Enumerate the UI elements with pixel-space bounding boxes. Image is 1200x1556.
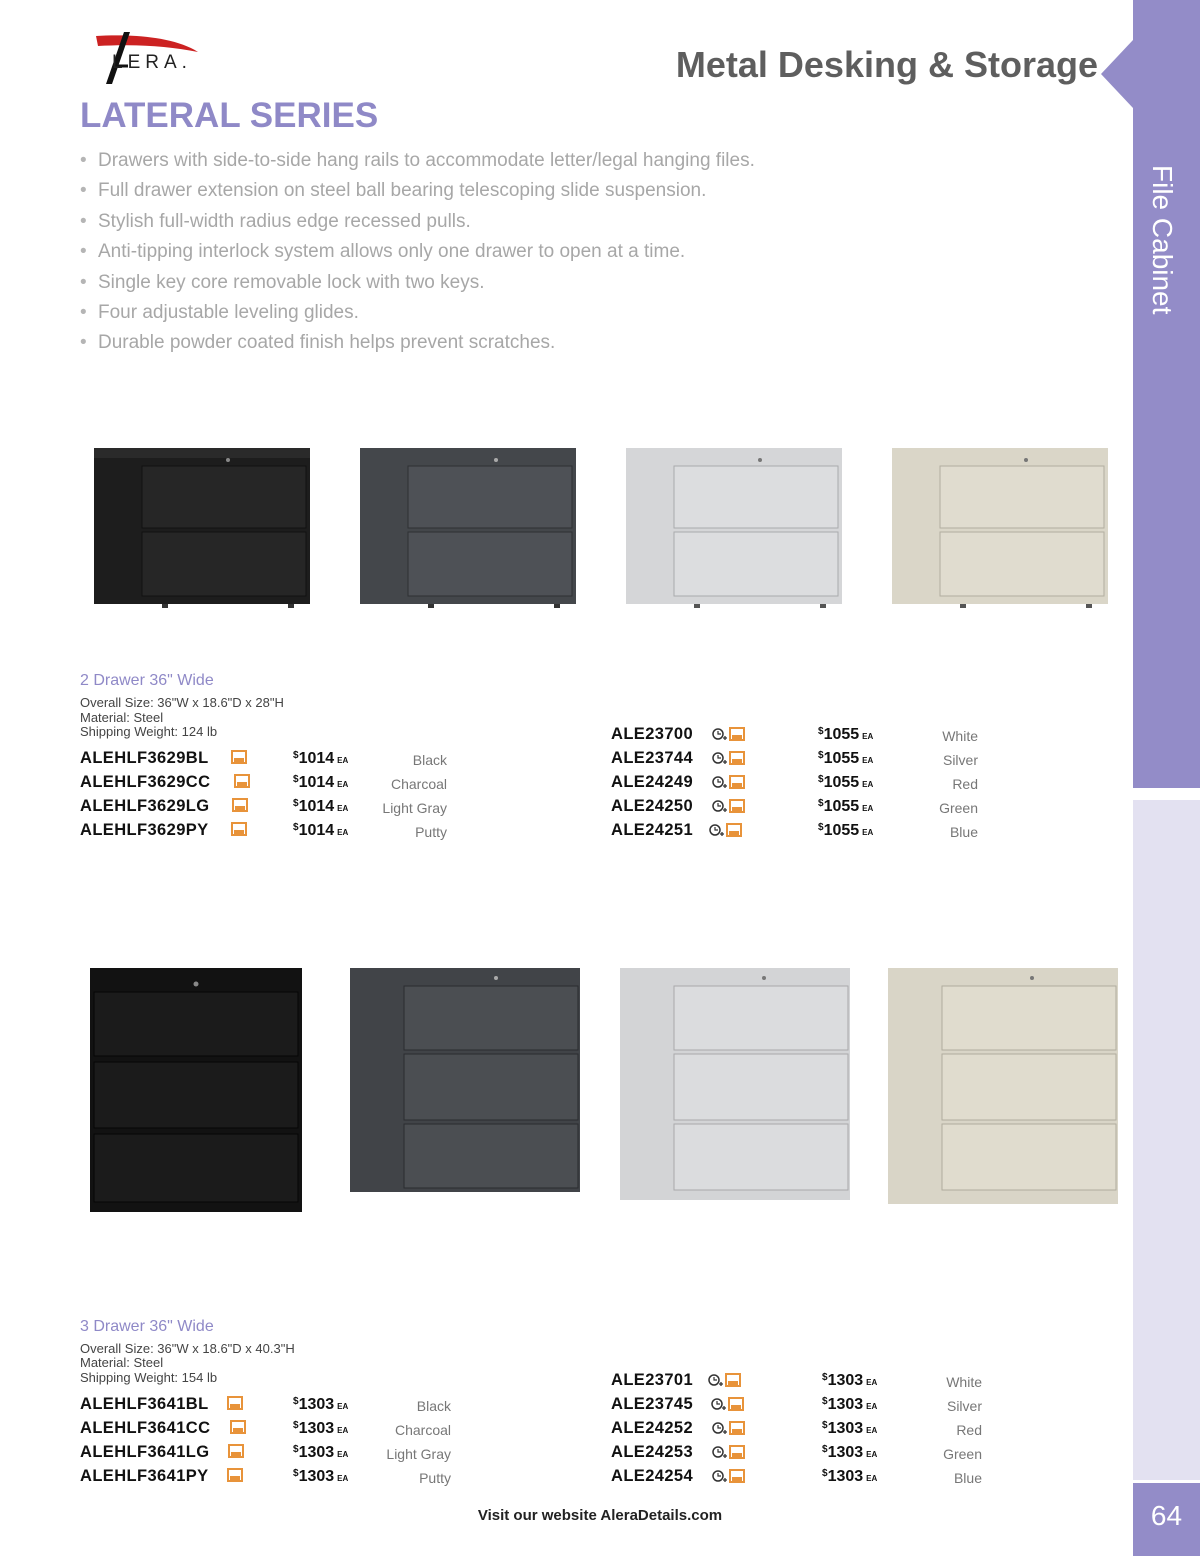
color-name: Green xyxy=(943,1446,982,1462)
custom-order-icon xyxy=(708,823,742,839)
price: $1303 EA xyxy=(822,1420,878,1437)
footer-website-link[interactable]: Visit our website AleraDetails.com xyxy=(477,1507,723,1524)
spec-material: Material: Steel xyxy=(80,1355,164,1370)
sku: ALE23701 xyxy=(611,1371,694,1389)
shipping-box-icon xyxy=(227,1468,243,1482)
color-name: Putty xyxy=(419,1470,451,1486)
price: $1303 EA xyxy=(822,1396,878,1413)
spec-overall-size: Overall Size: 36"W x 18.6"D x 40.3"H xyxy=(80,1341,295,1356)
feature-item: • Durable powder coated finish helps prevent scratches. xyxy=(80,332,556,354)
custom-order-icon xyxy=(710,1397,744,1413)
cabinet-3drawer-lightgray-image xyxy=(618,966,852,1210)
color-name: Red xyxy=(956,1422,982,1438)
spec-shipping-weight: Shipping Weight: 124 lb xyxy=(80,724,218,739)
price: $1055 EA xyxy=(818,822,874,839)
price: $1303 EA xyxy=(293,1468,349,1485)
sku: ALE24250 xyxy=(611,797,694,815)
custom-order-icon xyxy=(711,799,745,815)
side-tab-pointer xyxy=(1101,40,1133,108)
shipping-box-icon xyxy=(231,750,247,764)
sku: ALEHLF3629BL xyxy=(80,749,209,767)
sku: ALE24253 xyxy=(611,1443,694,1461)
color-name: Green xyxy=(939,800,978,816)
shipping-box-icon xyxy=(227,1396,243,1410)
color-name: White xyxy=(942,728,978,744)
feature-item: • Anti-tipping interlock system allows only one drawer to open at a time. xyxy=(80,241,686,263)
price: $1014 EA xyxy=(293,750,349,767)
price: $1303 EA xyxy=(293,1444,349,1461)
shipping-box-icon xyxy=(234,774,250,788)
sku: ALEHLF3629PY xyxy=(80,821,209,839)
custom-order-icon xyxy=(711,775,745,791)
color-name: Light Gray xyxy=(382,800,447,816)
sku: ALEHLF3641PY xyxy=(80,1467,209,1485)
color-name: White xyxy=(946,1374,982,1390)
sku: ALE24252 xyxy=(611,1419,694,1437)
price: $1303 EA xyxy=(293,1396,349,1413)
color-name: Silver xyxy=(942,752,978,768)
color-name: Black xyxy=(416,1398,451,1414)
price: $1014 EA xyxy=(293,798,349,815)
custom-order-icon xyxy=(711,727,745,743)
feature-list xyxy=(80,146,755,359)
cabinet-2drawer-putty-image xyxy=(890,446,1110,618)
feature-item: • Drawers with side-to-side hang rails to accommodate letter/legal hanging files. xyxy=(80,150,755,171)
color-name: Blue xyxy=(949,824,978,840)
cabinet-2drawer-black-image xyxy=(92,446,312,618)
feature-item: • Single key core removable lock with two keys. xyxy=(80,271,485,293)
cabinet-3drawer-putty-image xyxy=(886,966,1120,1218)
side-tab-lower-panel xyxy=(1133,800,1200,1480)
cabinet-2drawer-charcoal-image xyxy=(358,446,578,618)
feature-item: • Four adjustable leveling glides. xyxy=(80,302,359,324)
price: $1303 EA xyxy=(293,1420,349,1437)
sku: ALEHLF3641BL xyxy=(80,1395,209,1413)
color-name: Putty xyxy=(415,824,447,840)
custom-order-icon xyxy=(711,1469,745,1485)
sku: ALE23745 xyxy=(611,1395,694,1413)
sku: ALE23744 xyxy=(611,749,694,767)
side-tab-label xyxy=(1146,165,1178,227)
custom-order-icon xyxy=(707,1373,741,1389)
sku: ALEHLF3629CC xyxy=(80,773,211,791)
price: $1303 EA xyxy=(822,1372,878,1389)
price: $1303 EA xyxy=(822,1468,878,1485)
page-header-title: Metal Desking & Storage xyxy=(675,44,1098,85)
sku: ALE24251 xyxy=(611,821,694,839)
page-number: 64 xyxy=(1150,1500,1183,1531)
color-name: Charcoal xyxy=(394,1422,451,1438)
side-tab-panel xyxy=(1133,0,1200,788)
sku: ALEHLF3629LG xyxy=(80,797,210,815)
color-name: Silver xyxy=(946,1398,982,1414)
color-name: Black xyxy=(412,752,447,768)
brand-wordmark: LERA. xyxy=(112,52,192,73)
price: $1303 EA xyxy=(822,1444,878,1461)
sku: ALE24249 xyxy=(611,773,694,791)
price: $1055 EA xyxy=(818,750,874,767)
shipping-box-icon xyxy=(231,822,247,836)
cabinet-2drawer-lightgray-image xyxy=(624,446,844,618)
custom-order-icon xyxy=(711,1421,745,1437)
color-name: Charcoal xyxy=(390,776,447,792)
spec-overall-size: Overall Size: 36"W x 18.6"D x 28"H xyxy=(80,695,284,710)
shipping-box-icon xyxy=(228,1444,244,1458)
color-name: Red xyxy=(952,776,978,792)
shipping-box-icon xyxy=(232,798,248,812)
section-title-3drawer: 3 Drawer 36" Wide xyxy=(80,1318,214,1335)
shipping-box-icon xyxy=(230,1420,246,1434)
color-name: Light Gray xyxy=(386,1446,451,1462)
custom-order-icon xyxy=(711,1445,745,1461)
cabinet-3drawer-charcoal-image xyxy=(348,966,582,1218)
section-title-2drawer: 2 Drawer 36" Wide xyxy=(80,672,214,689)
custom-order-icon xyxy=(711,751,745,767)
spec-material: Material: Steel xyxy=(80,710,164,725)
feature-item: • Full drawer extension on steel ball bearing telescoping slide suspension. xyxy=(80,180,707,202)
price: $1055 EA xyxy=(818,798,874,815)
sku: ALEHLF3641LG xyxy=(80,1443,210,1461)
price: $1055 EA xyxy=(818,774,874,791)
price: $1055 EA xyxy=(818,726,874,743)
sku: ALE23700 xyxy=(611,725,694,743)
price: $1014 EA xyxy=(293,774,349,791)
color-name: Blue xyxy=(953,1470,982,1486)
series-title: LATERAL SERIES xyxy=(80,96,379,135)
spec-shipping-weight: Shipping Weight: 154 lb xyxy=(80,1370,218,1385)
feature-item: • Stylish full-width radius edge recessed pulls. xyxy=(80,210,471,232)
cabinet-3drawer-black-image xyxy=(88,966,304,1218)
price: $1014 EA xyxy=(293,822,349,839)
sku: ALEHLF3641CC xyxy=(80,1419,211,1437)
sku: ALE24254 xyxy=(611,1467,694,1485)
